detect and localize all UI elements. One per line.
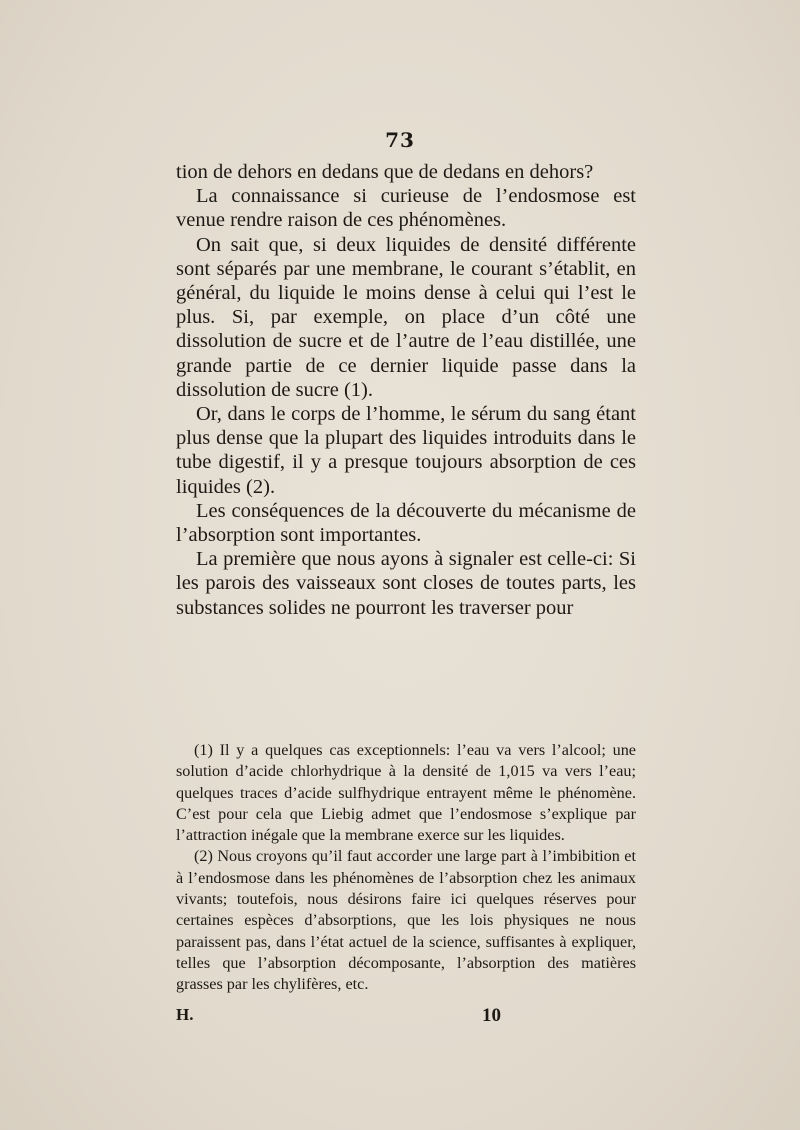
main-text <box>176 160 636 620</box>
folio-mark: 10 <box>482 1005 501 1026</box>
paragraph: La première que nous ayons à signaler est celle-ci: Si les parois des vaisseaux sont closes de toutes parts, les substances solides ne pourront les traverser pour <box>176 548 636 619</box>
footnotes <box>176 740 636 996</box>
paragraph: Les conséquences de la découverte du mécanisme de l’absorption sont importantes. <box>176 499 636 547</box>
paragraph: La connaissance si curieuse de l’endosmose est venue rendre raison de ces phénomènes. <box>176 185 636 232</box>
paragraph: Or, dans le corps de l’homme, le sérum du sang étant plus dense que la plupart des liquides introduits dans le tube digestif, il y a presque toujours absorption de ces liquides (2). <box>176 403 636 498</box>
page-number: 73 <box>385 128 415 152</box>
footnote: (2) Nous croyons qu’il faut accorder une large part à l’imbibition et à l’endosmose dans les phénomènes de l’absorption chez les animaux vivants; toutefois, nous désirons faire ici quelques réserves pour certaines espèces d’absorptions, que les lois physiques ne nous paraissent pas, dans l’état actuel de la science, suffisantes à expliquer, telles que l’absorption décomposante, l’absorption des matières grasses par les chylifères, etc. <box>176 847 636 994</box>
paragraph: tion de dehors en dedans que de dedans en dehors? <box>176 161 594 183</box>
paragraph: On sait que, si deux liquides de densité différente sont séparés par une membrane, le courant s’établit, en général, du liquide le moins dense à celui qui l’est le plus. Si, par exemple, on place d’un côté une dissolution de sucre et de l’autre de l’eau distillée, une grande partie de ce dernier liquide passe dans la dissolution de sucre (1). <box>176 233 636 401</box>
footnote: (1) Il y a quelques cas exceptionnels: l’eau va vers l’alcool; une solution d’acide chlorhydrique à la densité de 1,015 va vers l’eau; quelques traces d’acide sulfhydrique entrayent même le phénomène. C’est pour cela que Liebig admet que l’endosmose s’explique par l’attraction inégale que la membrane exerce sur les liquides. <box>176 741 636 845</box>
signature-mark: H. <box>176 1005 194 1024</box>
